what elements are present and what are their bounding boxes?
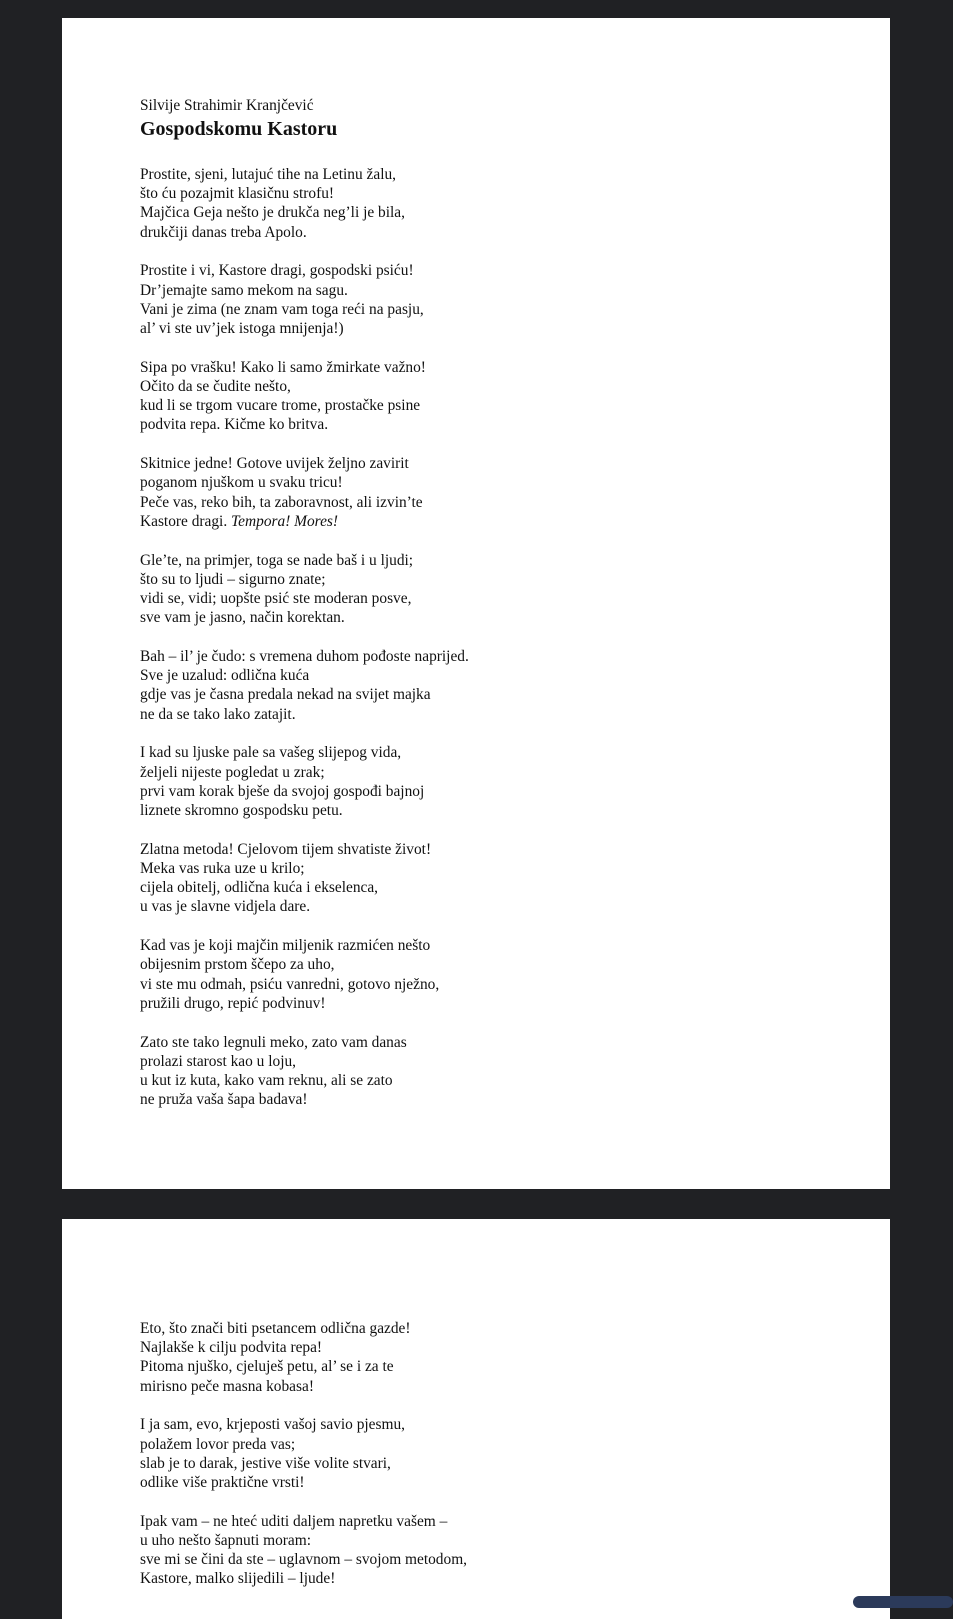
poem-line: Eto, što znači biti psetancem odlična gazde! <box>140 1320 411 1337</box>
stanza <box>140 1512 830 1589</box>
poem-line: u vas je slavne vidjela dare. <box>140 898 311 916</box>
poem-line: obijesnim prstom ščepo za uho, <box>140 956 335 974</box>
poem-line: Kad vas je koji majčin miljenik razmićen nešto <box>140 937 431 955</box>
stanza <box>140 1319 830 1396</box>
poem-line: Bah – il’ je čudo: s vremena duhom pođoste naprijed. <box>140 648 469 666</box>
poem-line: ne da se tako lako zatajit. <box>140 705 296 723</box>
poem-line: Majčica Geja nešto je drukča neg’li je bila, <box>140 204 405 222</box>
page-1-content <box>140 96 830 1129</box>
document-page-2 <box>62 1219 890 1619</box>
poem-line-text: Kastore dragi. <box>140 512 232 530</box>
poem-line: Gle’te, na primjer, toga se nade baš i u ljudi; <box>140 551 414 569</box>
poem-line: Sve je uzalud: odlična kuća <box>140 667 310 685</box>
poem-line: Prostite i vi, Kastore dragi, gospodski psiću! <box>140 262 414 280</box>
poem-line: Skitnice jedne! Gotove uvijek željno zavirit <box>140 455 409 473</box>
poem-line: što su to ljudi – sigurno znate; <box>140 570 326 588</box>
poem-line: cijela obitelj, odlična kuća i ekselenca, <box>140 879 379 897</box>
stanza <box>140 647 830 724</box>
poem-line: polažem lovor preda vas; <box>140 1435 296 1453</box>
poem-line: Sipa po vrašku! Kako li samo žmirkate važno! <box>140 358 426 376</box>
poem-line: Zato ste tako legnuli meko, zato vam danas <box>140 1033 407 1051</box>
stanza <box>140 165 830 242</box>
poem-line: gdje vas je časna predala nekad na svijet majka <box>140 686 431 704</box>
poem-line: liznete skromno gospodsku petu. <box>140 802 343 820</box>
poem-line: ne pruža vaša šapa badava! <box>140 1091 308 1109</box>
poem-line: kud li se trgom vucare trome, prostačke psine <box>140 397 421 415</box>
poem-line: drukčiji danas treba Apolo. <box>140 223 307 241</box>
poem-line: Meka vas ruka uze u krilo; <box>140 860 305 878</box>
document-page-1 <box>62 18 890 1189</box>
poem-line: u kut iz kuta, kako vam reknu, ali se zato <box>140 1072 393 1090</box>
stanza <box>140 840 830 917</box>
poem-line: Ipak vam – ne hteć uditi daljem napretku vašem – <box>140 1512 448 1530</box>
poem-line: Kastore, malko slijedili – ljude! <box>140 1570 336 1588</box>
poem-line: I ja sam, evo, krjeposti vašoj savio pjesmu, <box>140 1416 406 1434</box>
poem-line: Peče vas, reko bih, ta zaboravnost, ali izvin’te <box>140 493 423 511</box>
poem-line: podvita repa. Kičme ko britva. <box>140 416 329 434</box>
poem-line: odlike više praktične vrsti! <box>140 1474 305 1492</box>
poem-line: vi ste mu odmah, psiću vanredni, gotovo nježno, <box>140 975 440 993</box>
stanza <box>140 936 830 1013</box>
poem-line: u uho nešto šapnuti moram: <box>140 1532 311 1550</box>
page-2-stanzas <box>140 1319 830 1589</box>
poem-line: slab je to darak, jestive više volite stvari, <box>140 1454 391 1472</box>
poem-line: I kad su ljuske pale sa vašeg slijepog vida, <box>140 744 402 762</box>
poem-line-italic: Tempora! Mores! <box>231 512 339 530</box>
stanza <box>140 454 830 531</box>
page-2-content <box>140 1319 830 1608</box>
stanza <box>140 1415 830 1492</box>
poem-author: Silvije Strahimir Kranjčević <box>140 97 314 114</box>
poem-line: Očito da se čudite nešto, <box>140 378 291 396</box>
poem-line: Vani je zima (ne znam vam toga reći na pasju, <box>140 300 424 318</box>
poem-line: Zlatna metoda! Cjelovom tijem shvatiste život! <box>140 840 432 858</box>
stanza <box>140 1033 830 1110</box>
scroll-indicator[interactable] <box>853 1596 953 1608</box>
poem-line: poganom njuškom u svaku tricu! <box>140 474 343 492</box>
poem-line: pružili drugo, repić podvinuv! <box>140 994 326 1012</box>
poem-line: Prostite, sjeni, lutajuć tihe na Letinu žalu, <box>140 166 397 183</box>
poem-line: prolazi starost kao u loju, <box>140 1052 297 1070</box>
poem-title: Gospodskomu Kastoru <box>140 118 338 140</box>
poem-line: sve vam je jasno, način korektan. <box>140 609 345 627</box>
poem-line: Dr’jemajte samo mekom na sagu. <box>140 281 348 299</box>
poem-line: vidi se, vidi; uopšte psić ste moderan posve, <box>140 590 412 608</box>
poem-line: Pitoma njuško, cjeluješ petu, al’ se i za te <box>140 1358 394 1376</box>
poem-line <box>140 512 830 531</box>
stanza <box>140 743 830 820</box>
stanza <box>140 261 830 338</box>
page-1-stanzas <box>140 165 830 1109</box>
poem-line: prvi vam korak bješe da svojoj gospođi bajnoj <box>140 782 425 800</box>
poem-line: mirisno peče masna kobasa! <box>140 1377 314 1395</box>
poem-line: sve mi se čini da ste – uglavnom – svojom metodom, <box>140 1551 468 1569</box>
stanza <box>140 358 830 435</box>
poem-line: što ću pozajmit klasičnu strofu! <box>140 185 335 203</box>
poem-line: al’ vi ste uv’jek istoga mnijenja!) <box>140 320 344 338</box>
poem-line: željeli nijeste pogledat u zrak; <box>140 763 325 781</box>
stanza <box>140 551 830 628</box>
poem-line: Najlakše k cilju podvita repa! <box>140 1339 323 1357</box>
